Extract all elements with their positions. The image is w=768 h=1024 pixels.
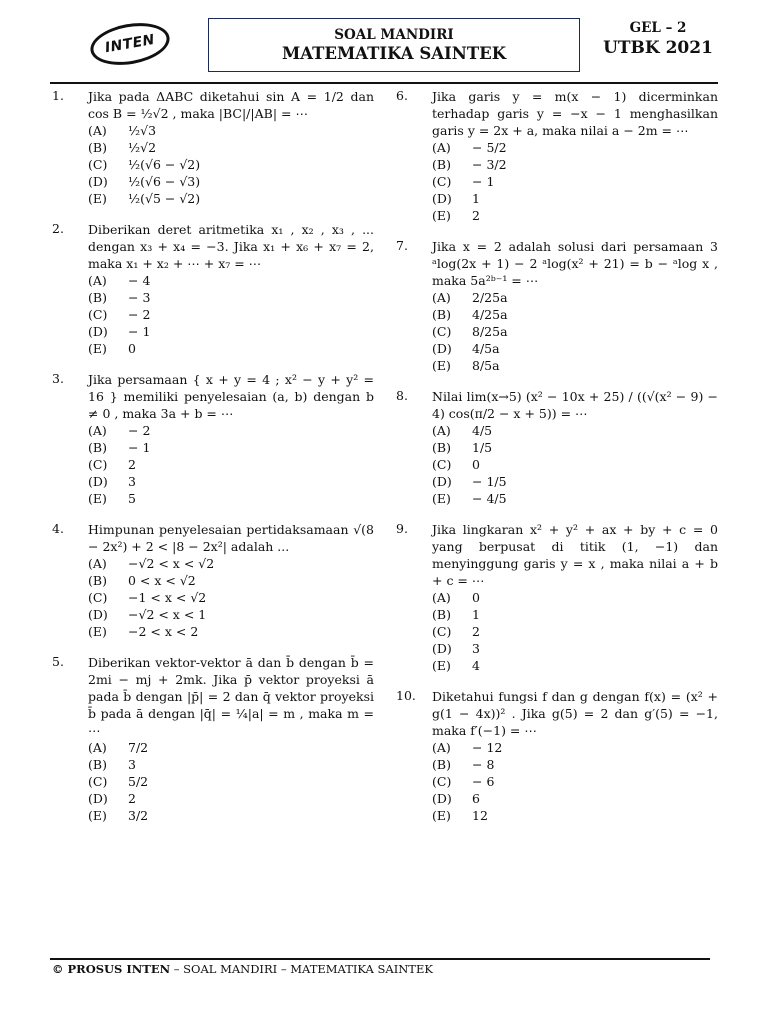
option-label: (D) <box>88 174 108 189</box>
option-label: (A) <box>432 590 451 605</box>
question-number: 2. <box>52 221 64 236</box>
option-value: 0 < x < √2 <box>128 573 196 588</box>
option-label: (B) <box>432 440 451 455</box>
answer-option <box>432 606 718 623</box>
option-value: − 1 <box>128 440 151 455</box>
option-label: (A) <box>432 423 451 438</box>
option-label: (B) <box>432 307 451 322</box>
answer-option <box>88 306 374 323</box>
option-label: (A) <box>432 740 451 755</box>
option-value: − 3/2 <box>472 157 507 172</box>
answer-options <box>88 739 374 824</box>
answer-option <box>432 323 718 340</box>
answer-option <box>88 156 374 173</box>
option-value: 2/25a <box>472 290 508 305</box>
option-value: 12 <box>472 808 488 823</box>
answer-option <box>88 122 374 139</box>
option-label: (E) <box>88 808 107 823</box>
option-label: (B) <box>88 573 107 588</box>
answer-option <box>432 306 718 323</box>
option-label: (A) <box>88 423 107 438</box>
answer-options <box>88 422 374 507</box>
question-item <box>396 88 718 224</box>
answer-option <box>88 422 374 439</box>
option-label: (E) <box>432 491 451 506</box>
option-value: ½(√5 − √2) <box>128 191 201 206</box>
option-label: (D) <box>88 791 108 806</box>
answer-options <box>432 739 718 824</box>
option-label: (B) <box>88 757 107 772</box>
answer-option <box>432 807 718 824</box>
answer-option <box>432 640 718 657</box>
answer-option <box>88 572 374 589</box>
question-text: Diketahui fungsi f dan g dengan f(x) = (x² + g(1 − 4x))² . Jika g(5) = 2 dan g′(5) = −1, maka f′(−1) = ⋯ <box>432 689 718 738</box>
question-number: 5. <box>52 654 64 669</box>
answer-option <box>88 139 374 156</box>
option-value: − 3 <box>128 290 151 305</box>
page-header <box>50 14 720 90</box>
option-label: (B) <box>432 757 451 772</box>
option-value: 7/2 <box>128 740 149 755</box>
answer-option <box>432 173 718 190</box>
option-value: 4/25a <box>472 307 508 322</box>
option-label: (A) <box>88 123 107 138</box>
answer-options <box>432 289 718 374</box>
answer-options <box>88 272 374 357</box>
answer-option <box>88 473 374 490</box>
option-value: 0 <box>472 457 480 472</box>
option-value: −√2 < x < √2 <box>128 556 215 571</box>
question-text: Diberikan vektor-vektor ā dan b̄ dengan b̄ = 2mi − mj + 2mk. Jika p̄ vektor proyeksi ā pada b̄ dengan |p̄| = 2 dan q̄ vektor proyeksi b̄ pada ā dengan |q̄| = ¼|a| = m , maka m = ⋯ <box>88 655 374 738</box>
answer-option <box>88 173 374 190</box>
answer-option <box>88 790 374 807</box>
option-label: (D) <box>432 191 452 206</box>
question-item <box>396 688 718 824</box>
question-text: Jika x = 2 adalah solusi dari persamaan 3 ᵃlog(2x + 1) − 2 ᵃlog(x² + 21) = b − ᵃlog x , maka 5a²ᵇ⁻¹ = ⋯ <box>432 239 718 288</box>
option-value: 3 <box>128 474 136 489</box>
answer-option <box>432 422 718 439</box>
option-value: 4/5a <box>472 341 500 356</box>
answer-option <box>88 739 374 756</box>
question-item <box>52 88 374 207</box>
option-value: ½(√6 − √2) <box>128 157 201 172</box>
option-value: − 1/5 <box>472 474 507 489</box>
answer-option <box>88 439 374 456</box>
answer-option <box>432 156 718 173</box>
option-label: (C) <box>88 457 108 472</box>
option-label: (D) <box>432 474 452 489</box>
answer-option <box>88 490 374 507</box>
option-value: 0 <box>472 590 480 605</box>
answer-option <box>88 756 374 773</box>
answer-option <box>432 340 718 357</box>
option-label: (C) <box>432 324 452 339</box>
option-label: (C) <box>432 174 452 189</box>
option-label: (D) <box>88 324 108 339</box>
header-divider <box>50 82 718 84</box>
option-value: 3/2 <box>128 808 149 823</box>
page-title: MATEMATIKA SAINTEK <box>281 44 507 63</box>
question-item <box>396 388 718 507</box>
option-value: 2 <box>472 624 480 639</box>
question-item <box>52 654 374 824</box>
title-box <box>208 18 580 72</box>
option-label: (B) <box>88 440 107 455</box>
question-number: 9. <box>396 521 408 536</box>
answer-option <box>432 790 718 807</box>
answer-options <box>88 122 374 207</box>
option-label: (B) <box>432 157 451 172</box>
question-number: 10. <box>396 688 416 703</box>
option-label: (E) <box>88 191 107 206</box>
exam-info <box>596 20 720 58</box>
option-label: (D) <box>432 641 452 656</box>
option-value: 2 <box>472 208 480 223</box>
answer-option <box>88 340 374 357</box>
option-label: (E) <box>432 808 451 823</box>
answer-options <box>432 589 718 674</box>
answer-option <box>88 323 374 340</box>
option-value: − 1 <box>128 324 151 339</box>
option-label: (C) <box>88 157 108 172</box>
option-value: −2 < x < 2 <box>128 624 199 639</box>
option-value: − 2 <box>128 423 151 438</box>
option-value: 1 <box>472 191 480 206</box>
question-item <box>52 521 374 640</box>
question-number: 1. <box>52 88 64 103</box>
answer-option <box>88 456 374 473</box>
answer-option <box>88 589 374 606</box>
option-label: (E) <box>88 341 107 356</box>
option-value: 5 <box>128 491 136 506</box>
question-number: 3. <box>52 371 64 386</box>
answer-options <box>432 139 718 224</box>
answer-option <box>432 207 718 224</box>
option-value: 2 <box>128 791 136 806</box>
option-value: 1/5 <box>472 440 493 455</box>
option-value: − 4 <box>128 273 151 288</box>
option-label: (A) <box>432 290 451 305</box>
option-value: − 4/5 <box>472 491 507 506</box>
footer-brand: © PROSUS INTEN <box>52 962 171 976</box>
option-value: − 5/2 <box>472 140 507 155</box>
question-number: 6. <box>396 88 408 103</box>
question-text: Jika garis y = m(x − 1) dicerminkan terhadap garis y = −x − 1 menghasilkan garis y = 2x + a, maka nilai a − 2m = ⋯ <box>432 89 718 138</box>
question-item <box>396 238 718 374</box>
option-value: ½√2 <box>128 140 157 155</box>
option-value: 6 <box>472 791 480 806</box>
inten-logo <box>87 17 173 70</box>
option-label: (E) <box>88 624 107 639</box>
option-value: 3 <box>128 757 136 772</box>
question-text: Himpunan penyelesaian pertidaksamaan √(8 − 2x²) + 2 < |8 − 2x²| adalah ... <box>88 522 374 554</box>
answer-option <box>432 623 718 640</box>
answer-option <box>432 357 718 374</box>
option-label: (D) <box>88 474 108 489</box>
answer-option <box>432 439 718 456</box>
answer-options <box>432 422 718 507</box>
option-label: (E) <box>432 358 451 373</box>
question-text: Nilai lim(x→5) (x² − 10x + 25) / ((√(x² − 9) − 4) cos(π/2 − x + 5)) = ⋯ <box>432 389 718 421</box>
answer-option <box>88 623 374 640</box>
option-value: − 8 <box>472 757 495 772</box>
option-label: (E) <box>432 658 451 673</box>
option-value: 4/5 <box>472 423 493 438</box>
option-value: − 2 <box>128 307 151 322</box>
option-label: (C) <box>88 307 108 322</box>
right-column <box>396 88 718 838</box>
answer-option <box>88 606 374 623</box>
question-number: 7. <box>396 238 408 253</box>
option-label: (B) <box>88 140 107 155</box>
question-item <box>52 221 374 357</box>
option-value: − 1 <box>472 174 495 189</box>
option-label: (B) <box>88 290 107 305</box>
answer-option <box>88 773 374 790</box>
answer-option <box>432 756 718 773</box>
option-value: −1 < x < √2 <box>128 590 207 605</box>
option-value: −√2 < x < 1 <box>128 607 207 622</box>
answer-option <box>432 739 718 756</box>
option-value: ½√3 <box>128 123 157 138</box>
answer-option <box>88 190 374 207</box>
option-label: (D) <box>432 791 452 806</box>
option-value: 1 <box>472 607 480 622</box>
option-label: (A) <box>88 273 107 288</box>
option-value: 8/5a <box>472 358 500 373</box>
answer-option <box>432 657 718 674</box>
option-label: (C) <box>88 590 108 605</box>
question-number: 8. <box>396 388 408 403</box>
option-label: (D) <box>88 607 108 622</box>
subtitle: SOAL MANDIRI <box>334 27 454 43</box>
answer-option <box>432 473 718 490</box>
question-text: Jika persamaan { x + y = 4 ; x² − y + y² = 16 } memiliki penyelesaian (a, b) dengan b ≠ 0 , maka 3a + b = ⋯ <box>88 372 374 421</box>
logo-text: INTEN <box>103 31 157 57</box>
exam-year: UTBK 2021 <box>603 38 713 58</box>
footer-divider <box>50 958 710 960</box>
option-value: 8/25a <box>472 324 508 339</box>
option-value: 4 <box>472 658 480 673</box>
option-value: 2 <box>128 457 136 472</box>
question-text: Jika lingkaran x² + y² + ax + by + c = 0 yang berpusat di titik (1, −1) dan menyinggung garis y = x , maka nilai a + b + c = ⋯ <box>432 522 718 588</box>
page-footer <box>52 962 433 976</box>
answer-option <box>88 555 374 572</box>
gel-label: GEL – 2 <box>629 20 687 36</box>
answer-option <box>88 272 374 289</box>
option-label: (C) <box>432 774 452 789</box>
answer-option <box>432 589 718 606</box>
option-label: (E) <box>432 208 451 223</box>
option-label: (D) <box>432 341 452 356</box>
question-item <box>52 371 374 507</box>
option-label: (C) <box>432 457 452 472</box>
option-label: (C) <box>88 774 108 789</box>
option-value: − 6 <box>472 774 495 789</box>
question-number: 4. <box>52 521 64 536</box>
answer-option <box>432 139 718 156</box>
answer-option <box>88 289 374 306</box>
option-value: ½(√6 − √3) <box>128 174 201 189</box>
answer-option <box>432 456 718 473</box>
option-label: (C) <box>432 624 452 639</box>
option-label: (B) <box>432 607 451 622</box>
answer-option <box>88 807 374 824</box>
option-label: (A) <box>432 140 451 155</box>
option-label: (A) <box>88 740 107 755</box>
question-item <box>396 521 718 674</box>
option-value: 3 <box>472 641 480 656</box>
answer-option <box>432 289 718 306</box>
answer-options <box>88 555 374 640</box>
footer-text: – SOAL MANDIRI – MATEMATIKA SAINTEK <box>170 962 433 976</box>
answer-option <box>432 190 718 207</box>
option-value: − 12 <box>472 740 503 755</box>
option-value: 0 <box>128 341 136 356</box>
option-label: (E) <box>88 491 107 506</box>
left-column <box>52 88 374 838</box>
option-label: (A) <box>88 556 107 571</box>
question-text: Diberikan deret aritmetika x₁ , x₂ , x₃ , ... dengan x₃ + x₄ = −3. Jika x₁ + x₆ + x₇ = 2, maka x₁ + x₂ + ⋯ + x₇ = ⋯ <box>88 222 374 271</box>
option-value: 5/2 <box>128 774 149 789</box>
answer-option <box>432 490 718 507</box>
question-text: Jika pada ΔABC diketahui sin A = 1/2 dan cos B = ½√2 , maka |BC|/|AB| = ⋯ <box>88 89 374 121</box>
answer-option <box>432 773 718 790</box>
